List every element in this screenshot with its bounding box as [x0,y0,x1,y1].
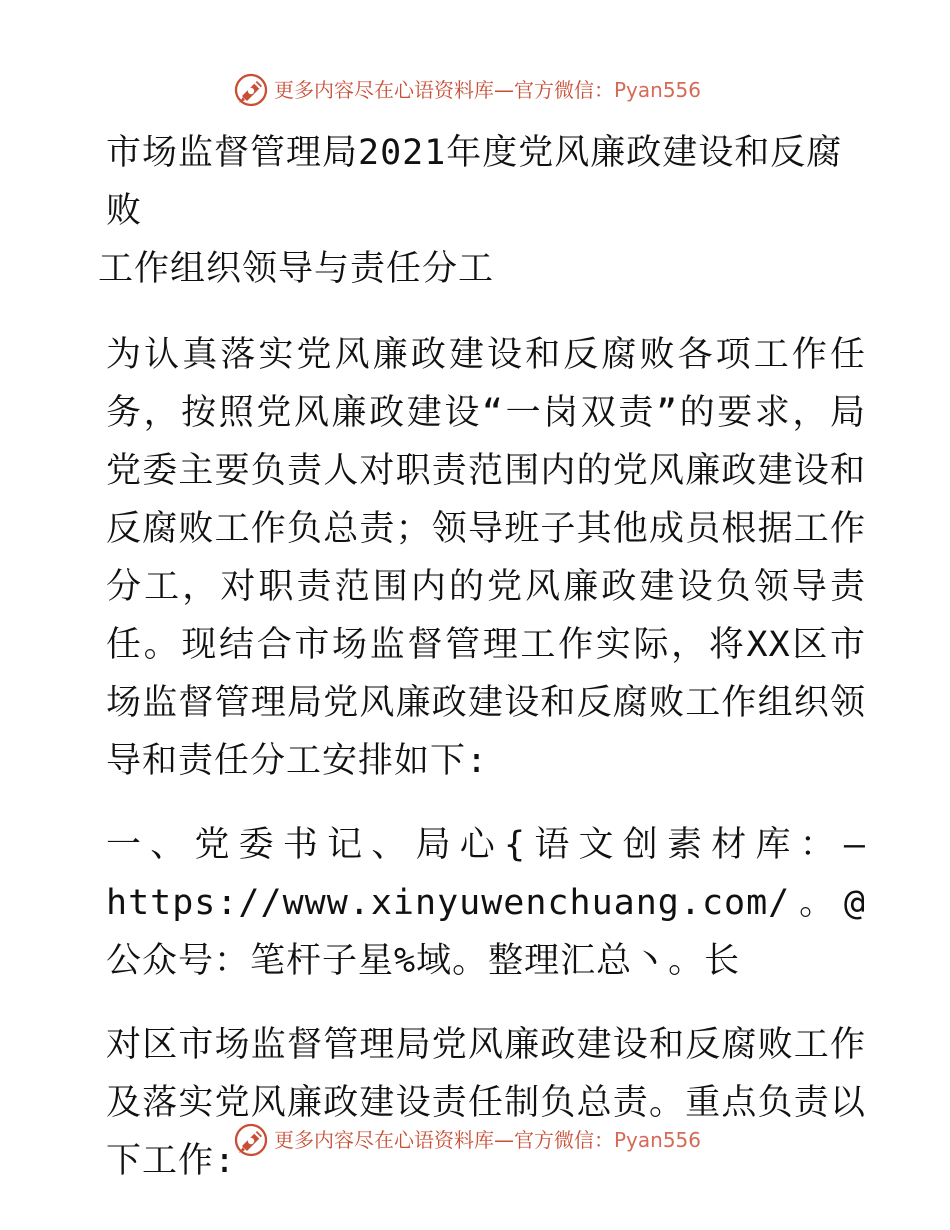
watermark-text: 更多内容尽在心语资料库—官方微信： [274,1128,614,1152]
bottom-watermark-banner [234,1120,754,1160]
document-title-line-2: 工作组织领导与责任分工 [98,249,495,289]
fountain-pen-seal-icon [234,72,270,108]
watermark-text: 更多内容尽在心语资料库—官方微信： [274,78,614,102]
section-heading: 一、党委书记、局心{语文创素材库：—https://www.xinyuwenchuang.com/。@公众号：笔杆子星%域。整理汇总丶。长 [106,825,866,981]
watermark-account: Pyan556 [614,78,702,102]
watermark-account: Pyan556 [614,1128,702,1152]
document-title [98,124,866,298]
top-watermark-banner [234,70,754,110]
fountain-pen-seal-icon [234,1122,270,1158]
document-content [98,124,866,1190]
responsibility-paragraph: 对区市场监督管理局党风廉政建设和反腐败工作及落实党风廉政建设责任制负总责。重点负责以下工作: [106,1025,866,1181]
intro-paragraph: 为认真落实党风廉政建设和反腐败各项工作任务，按照党风廉政建设“一岗双责”的要求，局党委主要负责人对职责范围内的党风廉政建设和反腐败工作负总责；领导班子其他成员根据工作分工，对职责范围内的党风廉政建设负领导责任。现结合市场监督管理工作实际，将XX区市场监督管理局党风廉政建设和反腐败工作组织领导和责任分工安排如下: [106,335,866,781]
document-title-line-1: 市场监督管理局2021年度党风廉政建设和反腐败 [106,133,843,231]
